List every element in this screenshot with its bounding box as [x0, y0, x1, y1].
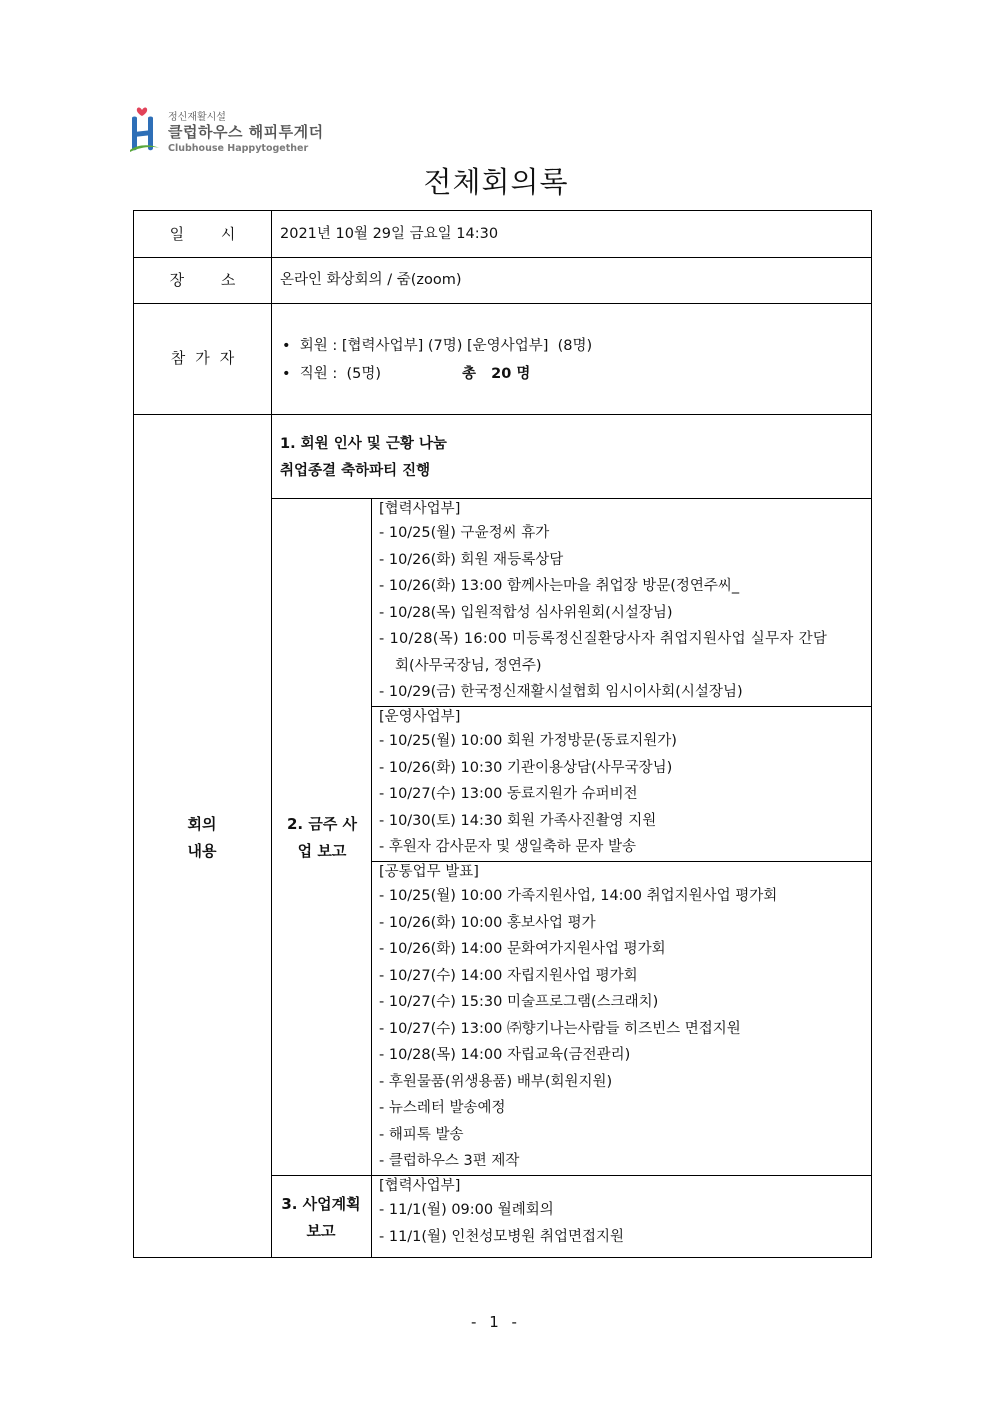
list-item: - 10/26(화) 회원 재등록상담 [379, 551, 564, 568]
datetime-value: 2021년 10월 29일 금요일 14:30 [280, 226, 499, 242]
clubhouse-logo-icon [128, 104, 164, 154]
attendees-members [282, 334, 592, 355]
list-item: - 11/1(월) 09:00 월례회의 [379, 1202, 554, 1218]
attendees-label: 참가자 [170, 349, 245, 367]
list-item: - 해피톡 발송 [379, 1126, 464, 1143]
bullet-icon: • [282, 366, 300, 382]
list-item: - 10/26(화) 13:00 함께사는마을 취업장 방문(정연주씨_ [379, 578, 740, 594]
datetime-label: 일 시 [169, 225, 252, 243]
list-item: - 10/25(월) 10:00 가족지원사업, 14:00 취업지원사업 평가회 [379, 888, 778, 904]
meeting-content-label: 회의 내용 [187, 815, 217, 860]
place-label: 장 소 [169, 271, 252, 289]
list-item: - 10/25(월) 구윤정씨 휴가 [379, 525, 550, 541]
list-item: - 10/27(수) 13:00 ㈜향기나는사람들 히즈빈스 면접지원 [379, 1020, 741, 1037]
attendees-total: 총 20 명 [462, 366, 531, 382]
section1-detail: 취업종결 축하파티 진행 [280, 463, 431, 479]
list-item: - 10/28(목) 입원적합성 심사위원회(시설장님) [379, 604, 673, 621]
list-item: - 후원물품(위생용품) 배부(회원지원) [379, 1073, 613, 1090]
bullet-icon: • [282, 338, 300, 354]
list-item: - 후원자 감사문자 및 생일축하 문자 발송 [379, 839, 636, 855]
logo-name: 클럽하우스 해피투게더 [168, 123, 324, 141]
page-number: - 1 - [471, 1313, 521, 1331]
group-header: [협력사업부] [379, 501, 461, 517]
section3-group-cooperation [379, 1175, 867, 1250]
list-item: - 10/26(화) 10:30 기관이용상담(사무국장님) [379, 759, 673, 776]
logo-subtitle: 정신재활시설 [168, 112, 226, 123]
attendees-staff-text: 직원 : (5명) [299, 366, 382, 382]
logo-english-name: Clubhouse Happytogether [168, 143, 309, 154]
minutes-table [133, 210, 872, 1258]
list-item: 회(사무국장님, 정연주) [395, 657, 542, 674]
section2-group-cooperation [379, 498, 867, 706]
list-item: - 10/27(수) 13:00 동료지원가 슈퍼비전 [379, 786, 638, 802]
attendees-members-text: 회원 : [협력사업부] (7명) [운영사업부] (8명) [299, 338, 593, 354]
list-item: - 10/28(목) 16:00 미등록정신질환당사자 취업지원사업 실무자 간담 [379, 631, 828, 647]
list-item: - 뉴스레터 발송예정 [379, 1100, 506, 1116]
list-item: - 클럽하우스 3편 제작 [379, 1153, 520, 1169]
section3-title: 3. 사업계획 보고 [281, 1195, 361, 1240]
list-item: - 10/27(수) 14:00 자립지원사업 평가회 [379, 967, 638, 984]
section2-group-operations [379, 706, 867, 861]
section1-title: 1. 회원 인사 및 근황 나눔 [280, 436, 447, 452]
list-item: - 10/30(토) 14:30 회원 가족사진촬영 지원 [379, 812, 657, 829]
list-item: - 10/26(화) 10:00 홍보사업 평가 [379, 914, 596, 931]
document-title: 전체회의록 [423, 165, 569, 199]
list-item: - 10/29(금) 한국정신재활시설협회 임시이사회(시설장님) [379, 684, 743, 700]
section2-title: 2. 금주 사업 보고 [286, 815, 358, 860]
group-header: [협력사업부] [379, 1178, 461, 1194]
list-item: - 10/27(수) 15:30 미술프로그램(스크래치) [379, 994, 659, 1010]
list-item: - 10/28(목) 14:00 자립교육(금전관리) [379, 1047, 631, 1063]
place-value: 온라인 화상회의 / 줌(zoom) [280, 272, 462, 288]
group-header: [공통업무 발표] [379, 864, 479, 880]
list-item: - 11/1(월) 인천성모병원 취업면접지원 [379, 1228, 625, 1245]
group-header: [운영사업부] [379, 709, 461, 725]
list-item: - 10/25(월) 10:00 회원 가정방문(동료지원가) [379, 733, 677, 749]
organization-logo [128, 104, 328, 156]
list-item: - 10/26(화) 14:00 문화여가지원사업 평가회 [379, 941, 666, 957]
attendees-staff [282, 362, 381, 383]
section2-group-common [379, 861, 867, 1175]
